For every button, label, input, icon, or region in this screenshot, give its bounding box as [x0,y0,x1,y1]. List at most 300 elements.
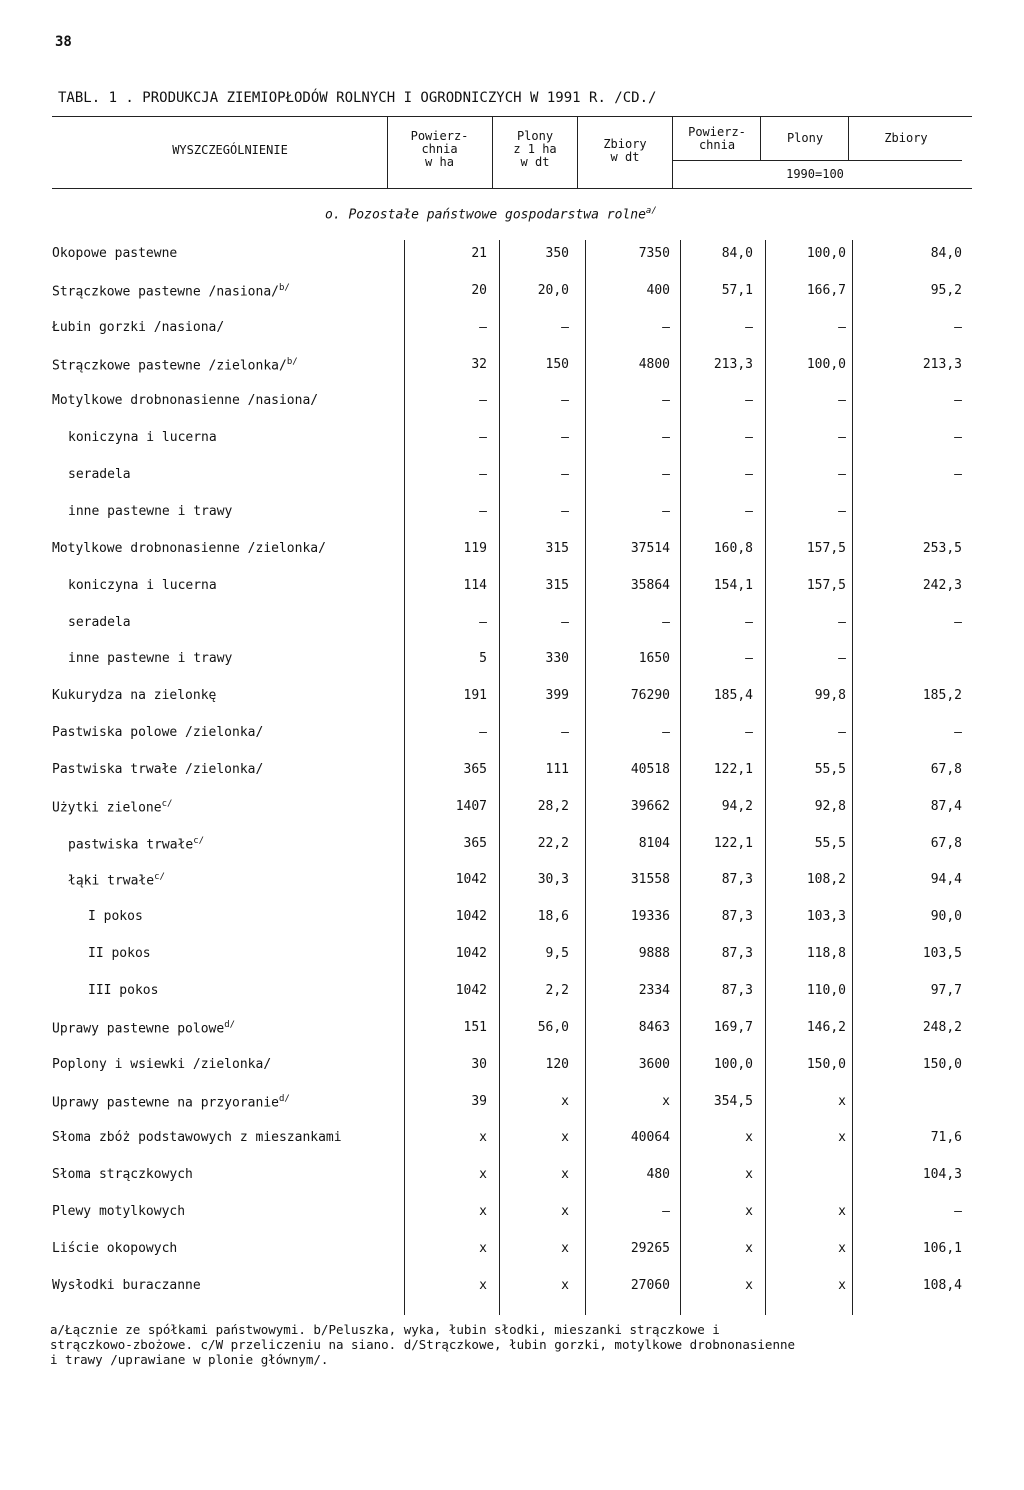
table-cell: – [662,503,670,519]
table-cell: 157,5 [806,577,846,593]
table-row [0,504,1024,524]
table-cell: 315 [545,540,569,556]
header-line: Zbiory [603,137,647,151]
row-label-text: Liście okopowych [52,1240,178,1256]
table-cell: – [745,503,753,519]
table-cell: x [838,1130,846,1146]
table-cell: 20 [471,282,487,298]
table-cell: 365 [463,835,487,851]
table-cell: x [479,1204,487,1220]
row-label-text: Użytki zielone [52,800,162,816]
table-cell: 87,3 [721,872,753,888]
table-cell: x [561,1167,569,1183]
table-cell: – [838,725,846,741]
row-label-text: II pokos [88,946,151,962]
row-label [52,1167,193,1182]
table-cell: 1042 [455,946,487,962]
table-cell: x [838,1204,846,1220]
table-cell: 3600 [638,1056,670,1072]
row-label [68,836,204,852]
table-cell: 122,1 [713,761,753,777]
table-cell: – [954,614,962,630]
table-row [0,1057,1024,1077]
row-label-text: seradela [68,467,131,483]
table-cell: 365 [463,761,487,777]
table-row [0,909,1024,929]
table-cell: – [745,614,753,630]
table-cell: – [662,319,670,335]
table-cell: 87,4 [930,798,962,814]
table-cell: 253,5 [922,540,962,556]
table-cell: 150 [545,356,569,372]
table-cell: – [561,430,569,446]
table-cell: – [479,430,487,446]
table-cell: 8104 [638,835,670,851]
row-label [52,320,224,335]
table-cell: 111 [545,761,569,777]
table-cell: 1407 [455,798,487,814]
table-cell: – [954,393,962,409]
row-footnote-ref: c/ [193,835,205,846]
table-cell: x [561,1130,569,1146]
row-label-text: I pokos [88,909,143,925]
table-cell: 185,2 [922,688,962,704]
section-label: o. Pozostałe państwowe gospodarstwa rolne [325,207,646,223]
table-cell: 27060 [630,1277,670,1293]
row-label-text: koniczyna i lucerna [68,430,217,446]
table-cell: 248,2 [922,1019,962,1035]
table-cell: 1650 [638,651,670,667]
header-divider [387,116,388,188]
table-row [0,283,1024,303]
table-cell: 119 [463,540,487,556]
table-row [0,1130,1024,1150]
table-cell: 94,2 [721,798,753,814]
table-cell: – [745,393,753,409]
row-footnote-ref: c/ [154,872,165,883]
table-row [0,1167,1024,1187]
table-cell: 20,0 [537,282,569,298]
table-row [0,651,1024,671]
table-row [0,467,1024,487]
row-label-text: Strączkowe pastewne /nasiona/ [52,284,279,300]
table-cell: – [838,393,846,409]
table-cell: – [838,651,846,667]
table-cell: 146,2 [806,1019,846,1035]
table-cell: – [838,430,846,446]
table-cell: 122,1 [713,835,753,851]
row-label-text: Słoma zbóż podstawowych z mieszankami [52,1130,342,1146]
table-row [0,246,1024,266]
table-cell: – [479,614,487,630]
table-cell: – [561,614,569,630]
header-powierzchnia [392,130,487,169]
table-cell: 5 [479,651,487,667]
row-label-text: Poplony i wsiewki /zielonka/ [52,1056,272,1072]
row-label [52,1094,290,1110]
table-cell: x [745,1240,753,1256]
table-cell: 30,3 [537,872,569,888]
table-row [0,1241,1024,1261]
table-cell: 67,8 [930,835,962,851]
table-cell: 39662 [630,798,670,814]
table-cell: 150,0 [922,1056,962,1072]
row-label-text: Motylkowe drobnonasienne /nasiona/ [52,393,319,409]
header-bottom-rule [52,188,972,189]
row-label [52,762,263,777]
row-label-text: łąki trwałe [68,873,155,889]
table-cell: 35864 [630,577,670,593]
table-cell: 28,2 [537,798,569,814]
table-row [0,1204,1024,1224]
table-cell: x [745,1167,753,1183]
table-cell: 103,3 [806,909,846,925]
table-cell: x [479,1240,487,1256]
header-divider [848,116,849,160]
table-cell: x [561,1204,569,1220]
table-cell: – [954,1204,962,1220]
table-cell: – [745,319,753,335]
row-label [68,651,232,666]
table-cell: 315 [545,577,569,593]
table-row [0,836,1024,856]
table-cell: 71,6 [930,1130,962,1146]
row-label [52,1020,235,1036]
table-cell: 94,4 [930,872,962,888]
row-label [68,430,217,445]
table-row [0,1094,1024,1114]
header-line: w ha [425,155,454,169]
table-cell: x [479,1277,487,1293]
table-cell: 84,0 [721,246,753,261]
table-cell: x [662,1093,670,1109]
table-row [0,578,1024,598]
header-top-rule [52,116,972,117]
table-cell: x [479,1130,487,1146]
table-cell: x [745,1277,753,1293]
table-cell: 157,5 [806,540,846,556]
table-cell: 39 [471,1093,487,1109]
table-row [0,1278,1024,1298]
table-cell: 92,8 [814,798,846,814]
row-label-text: pastwiska trwałe [68,836,194,852]
table-cell: 354,5 [713,1093,753,1109]
table-cell: – [561,319,569,335]
table-cell: 108,4 [922,1277,962,1293]
table-cell: 104,3 [922,1167,962,1183]
table-cell: 160,8 [713,540,753,556]
table-cell: – [662,725,670,741]
table-row [0,688,1024,708]
row-label [52,393,318,408]
header-divider [760,116,761,160]
header-line: Plony [516,129,554,143]
table-cell: 87,3 [721,909,753,925]
table-cell: – [838,319,846,335]
row-label [52,1057,271,1072]
header-line: z 1 ha [513,142,557,156]
table-cell: – [662,393,670,409]
row-label [52,799,172,815]
row-label [68,578,217,593]
header-line: chnia [421,142,458,156]
page-number: 38 [55,34,72,50]
table-cell: 213,3 [922,356,962,372]
table-cell: 100,0 [806,356,846,372]
table-cell: 1042 [455,909,487,925]
table-cell: 100,0 [713,1056,753,1072]
row-label-text: Kukurydza na zielonkę [52,688,217,704]
row-label-text: inne pastewne i trawy [68,651,233,667]
table-cell: 1042 [455,872,487,888]
table-cell: 30 [471,1056,487,1072]
table-cell: 9,5 [545,946,569,962]
table-cell: 2,2 [545,983,569,998]
table-cell: – [479,319,487,335]
table-cell: – [745,725,753,741]
table-cell: 67,8 [930,761,962,777]
table-cell: 110,0 [806,983,846,998]
row-label-text: seradela [68,614,131,630]
table-cell: 8463 [638,1019,670,1035]
table-row [0,430,1024,450]
row-label-text: III pokos [88,983,159,998]
table-cell: 108,2 [806,872,846,888]
header-line: Powierz- [688,125,746,139]
row-label-text: Strączkowe pastewne /zielonka/ [52,357,287,373]
row-label [88,909,143,924]
table-cell: 151 [463,1019,487,1035]
table-cell: 103,5 [922,946,962,962]
table-cell: 55,5 [814,835,846,851]
table-cell: 21 [471,246,487,261]
table-row [0,541,1024,561]
table-cell: 100,0 [806,246,846,261]
table-title: TABL. 1 . PRODUKCJA ZIEMIOPŁODÓW ROLNYCH I OGRODNICZYCH W 1991 R. /CD./ [58,90,657,106]
table-cell: – [954,319,962,335]
header-wyszczegolnienie: WYSZCZEGÓLNIENIE [172,143,288,157]
table-cell: – [561,503,569,519]
table-cell: 84,0 [930,246,962,261]
table-cell: 95,2 [930,282,962,298]
footnote-line: a/Łącznie ze spółkami państwowymi. b/Peluszka, wyka, łubin słodki, mieszanki strączkowe i [50,1322,720,1337]
header-divider [492,116,493,188]
table-cell: – [561,467,569,483]
table-cell: – [838,614,846,630]
table-cell: – [561,725,569,741]
table-row [0,872,1024,892]
table-cell: – [838,467,846,483]
table-cell: 90,0 [930,909,962,925]
table-cell: – [954,725,962,741]
row-label [52,357,298,373]
table-cell: 19336 [630,909,670,925]
section-heading [325,206,657,222]
table-cell: 9888 [638,946,670,962]
row-footnote-ref: b/ [286,356,298,367]
table-cell: 400 [646,282,670,298]
table-cell: 166,7 [806,282,846,298]
row-label-text: Wysłodki buraczanne [52,1277,201,1293]
row-label [68,872,165,888]
header-zbiory-dt [580,138,670,164]
table-row [0,762,1024,782]
table-row [0,320,1024,340]
table-cell: – [662,1204,670,1220]
row-footnote-ref: d/ [224,1019,236,1030]
table-row [0,725,1024,745]
header-plony-ha [495,130,575,169]
row-label [52,725,263,740]
table-cell: x [745,1130,753,1146]
table-cell: 97,7 [930,983,962,998]
table-cell: 120 [545,1056,569,1072]
row-label [52,1130,342,1145]
table-cell: 350 [545,246,569,261]
header-powierzchnia-index [674,126,760,152]
table-cell: 22,2 [537,835,569,851]
table-cell: 57,1 [721,282,753,298]
table-cell: 4800 [638,356,670,372]
footnote-line: i trawy /uprawiane w plonie głównym/. [50,1352,329,1367]
footnotes [50,1322,970,1367]
table-cell: 76290 [630,688,670,704]
table-cell: 29265 [630,1240,670,1256]
row-label-text: Pastwiska polowe /zielonka/ [52,725,264,741]
row-label [52,1278,201,1293]
table-row [0,983,1024,1003]
row-footnote-ref: b/ [278,282,290,293]
row-label-text: Pastwiska trwałe /zielonka/ [52,761,264,777]
table-cell: x [561,1093,569,1109]
table-cell: 242,3 [922,577,962,593]
table-cell: 118,8 [806,946,846,962]
table-cell: 40064 [630,1130,670,1146]
table-cell: 106,1 [922,1240,962,1256]
row-label [52,688,216,703]
table-cell: 1042 [455,983,487,998]
table-cell: 150,0 [806,1056,846,1072]
row-label-text: Okopowe pastewne [52,246,178,261]
table-cell: 32 [471,356,487,372]
table-row [0,1020,1024,1040]
table-cell: – [662,467,670,483]
table-cell: 87,3 [721,946,753,962]
table-cell: 399 [545,688,569,704]
table-cell: 2334 [638,983,670,998]
row-label [52,246,177,261]
row-label-text: inne pastewne i trawy [68,503,233,519]
header-line: w dt [610,150,640,164]
row-label [88,983,158,998]
row-footnote-ref: d/ [278,1093,290,1104]
table-cell: – [954,467,962,483]
table-cell: 191 [463,688,487,704]
row-label [52,1241,177,1256]
table-cell: 114 [463,577,487,593]
table-cell: – [479,467,487,483]
table-cell: – [479,725,487,741]
table-row [0,799,1024,819]
header-line: w dt [520,155,550,169]
header-divider [577,116,578,188]
table-cell: x [561,1240,569,1256]
row-label [68,504,232,519]
row-label-text: Uprawy pastewne polowe [52,1021,225,1037]
table-cell: 18,6 [537,909,569,925]
table-cell: 40518 [630,761,670,777]
table-cell: 213,3 [713,356,753,372]
table-cell: – [838,503,846,519]
table-cell: x [745,1204,753,1220]
table-cell: 87,3 [721,983,753,998]
table-cell: 55,5 [814,761,846,777]
row-label [52,283,290,299]
table-cell: – [954,430,962,446]
row-label [68,467,131,482]
table-row [0,615,1024,635]
table-cell: 99,8 [814,688,846,704]
table-cell: 154,1 [713,577,753,593]
header-line: chnia [698,138,736,152]
table-cell: 7350 [638,246,670,261]
table-cell: – [745,467,753,483]
table-cell: – [479,503,487,519]
row-label [52,541,326,556]
row-label-text: Łubin gorzki /nasiona/ [52,319,225,335]
table-cell: 480 [646,1167,670,1183]
header-divider [672,116,673,188]
table-cell: 56,0 [537,1019,569,1035]
table-cell: x [479,1167,487,1183]
row-label-text: Słoma strączkowych [52,1167,193,1183]
row-label-text: koniczyna i lucerna [68,577,217,593]
row-label-text: Motylkowe drobnonasienne /zielonka/ [52,540,326,556]
row-label [68,615,131,630]
table-cell: x [838,1093,846,1109]
table-row [0,393,1024,413]
row-label-text: Uprawy pastewne na przyoranie [52,1094,279,1110]
header-zbiory-index: Zbiory [884,131,928,145]
table-cell: 185,4 [713,688,753,704]
table-cell: 330 [545,651,569,667]
row-footnote-ref: c/ [161,798,173,809]
table-cell: – [745,651,753,667]
table-cell: – [561,393,569,409]
table-cell: – [479,393,487,409]
row-label [88,946,151,961]
table-cell: – [662,614,670,630]
table-cell: x [561,1277,569,1293]
header-line: Powierz- [410,129,469,143]
row-label [52,1204,185,1219]
header-plony-index: Plony [786,131,824,145]
table-cell: x [838,1240,846,1256]
table-cell: 31558 [630,872,670,888]
table-cell: – [662,430,670,446]
table-cell: – [745,430,753,446]
row-label-text: Plewy motylkowych [52,1204,186,1220]
index-rule [672,160,962,161]
header-index-base: 1990=100 [786,167,844,181]
table-row [0,357,1024,377]
table-cell: x [838,1277,846,1293]
footnote-line: strączkowo-zbożowe. c/W przeliczeniu na siano. d/Strączkowe, łubin gorzki, motylkowe drobnonasienne [50,1337,796,1352]
table-row [0,946,1024,966]
table-cell: 169,7 [713,1019,753,1035]
section-note: a/ [645,206,657,216]
table-cell: 37514 [630,540,670,556]
